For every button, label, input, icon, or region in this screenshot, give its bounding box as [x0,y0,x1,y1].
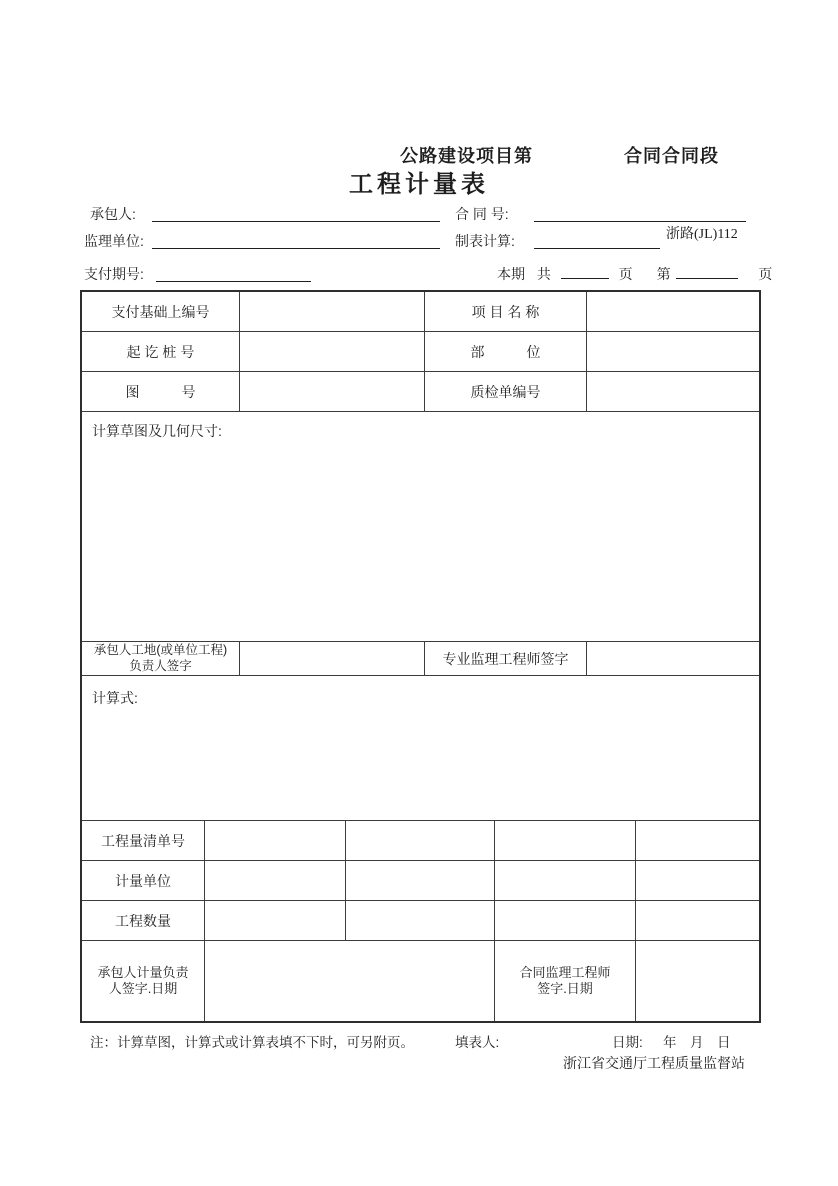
page-count-group [497,264,772,284]
qty-unit-label: 计量单位 [82,861,205,900]
project-name-label: 项 目 名 称 [425,292,587,331]
no-word-label: 第 [656,266,671,282]
signature-row-2 [82,941,759,1021]
contractor-field[interactable] [152,203,440,222]
contract-supervisor-sign-line2: 签字.日期 [537,981,593,996]
drawing-no-value[interactable] [240,372,425,411]
qty-quantity-label: 工程数量 [82,901,205,940]
contract-supervisor-sign-value[interactable] [636,941,759,1021]
stake-no-value[interactable] [240,332,425,371]
drawing-no-label: 图 号 [82,372,240,411]
qty-quantity-value-3[interactable] [495,901,636,940]
footnote: 注：计算草图，计算式或计算表填不下时，可另附页。 [90,1035,414,1050]
contract-supervisor-sign-line1: 合同监理工程师 [519,964,611,980]
contractor-measure-sign-value[interactable] [205,941,495,1021]
qty-row-list-no [82,821,759,861]
qty-row-quantity [82,901,759,941]
project-name-value[interactable] [587,292,759,331]
contractor-site-sign-label [82,642,240,675]
formula-label: 计算式: [92,690,138,706]
contractor-measure-sign-label [82,941,205,1021]
info-row-payment-basis [82,292,759,332]
qty-list-no-label: 工程量清单号 [82,821,205,860]
contractor-label: 承包人: [90,206,136,222]
payment-basis-no-value[interactable] [240,292,425,331]
contract-no-label: 合 同 号: [455,206,509,222]
measurement-table [80,290,761,1023]
info-row-drawing [82,372,759,412]
contractor-site-sign-line2: 负责人签字 [129,658,192,673]
tabulation-field[interactable] [534,230,660,249]
total-pages-field[interactable] [561,264,609,279]
contract-no-field[interactable] [534,203,746,222]
qc-sheet-no-value[interactable] [587,372,759,411]
qty-list-no-value-3[interactable] [495,821,636,860]
sketch-label: 计算草图及几何尺寸: [92,423,222,439]
qc-sheet-no-label: 质检单编号 [425,372,587,411]
project-header-prefix: 公路建设项目第 [400,146,533,166]
payment-period-field[interactable] [156,263,311,282]
info-row-stake [82,332,759,372]
issuing-org: 浙江省交通厅工程质量监督站 [563,1055,745,1071]
form-code: 浙路(JL)112 [666,227,738,242]
qty-list-no-value-2[interactable] [346,821,495,860]
contractor-measure-sign-line1: 承包人计量负责 [97,964,189,980]
contractor-site-sign-line1: 承包人工地(或单位工程) [93,642,228,657]
page-no-field[interactable] [676,264,738,279]
signature-row-1 [82,642,759,676]
this-period-label: 本期 [497,266,525,282]
qty-quantity-value-1[interactable] [205,901,346,940]
project-header-suffix: 合同合同段 [624,146,719,166]
qty-unit-value-3[interactable] [495,861,636,900]
formula-area[interactable] [82,676,759,821]
supervising-engineer-sign-value[interactable] [587,642,759,675]
qty-unit-value-4[interactable] [636,861,759,900]
stake-no-label: 起 讫 桩 号 [82,332,240,371]
total-label: 共 [536,266,551,282]
form-title: 工程计量表 [349,171,489,198]
qty-list-no-value-1[interactable] [205,821,346,860]
payment-basis-no-label: 支付基础上编号 [82,292,240,331]
qty-unit-value-2[interactable] [346,861,495,900]
tabulation-label: 制表计算: [455,233,515,249]
qty-unit-value-1[interactable] [205,861,346,900]
qty-quantity-value-4[interactable] [636,901,759,940]
supervisor-label: 监理单位: [84,233,144,249]
supervising-engineer-sign-label: 专业监理工程师签字 [425,642,587,675]
page-word-1: 页 [618,266,633,282]
sketch-area[interactable] [82,412,759,642]
date-units: 年 月 日 [663,1035,731,1050]
contractor-measure-sign-line2: 人签字.日期 [108,981,178,996]
payment-period-label: 支付期号: [84,266,144,282]
qty-quantity-value-2[interactable] [346,901,495,940]
part-value[interactable] [587,332,759,371]
filler-label: 填表人: [455,1035,500,1050]
qty-row-unit [82,861,759,901]
contractor-site-sign-value[interactable] [240,642,425,675]
page-word-2: 页 [758,266,773,282]
part-label: 部 位 [425,332,587,371]
qty-list-no-value-4[interactable] [636,821,759,860]
contract-supervisor-sign-label [495,941,636,1021]
date-label: 日期: [612,1035,643,1050]
supervisor-field[interactable] [152,230,440,249]
